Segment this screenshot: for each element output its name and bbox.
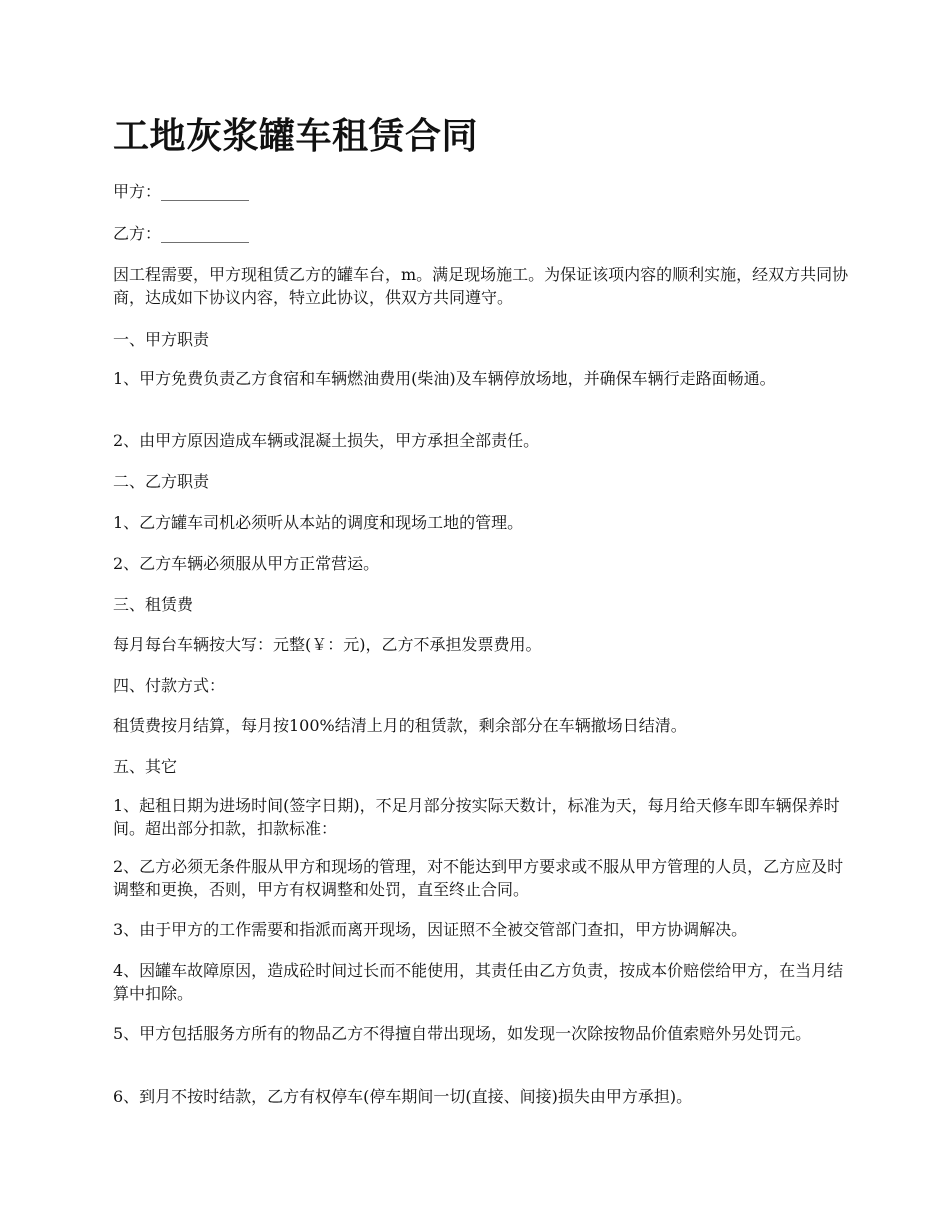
party-a-line: 甲方：___________ [113, 182, 250, 201]
rental-fee-text: 每月每台车辆按大写：元整(￥：元)，乙方不承担发票费用。 [113, 635, 542, 654]
clause-a-1: 1、甲方免费负责乙方食宿和车辆燃油费用(柴油)及车辆停放场地，并确保车辆行走路面畅通。 [113, 369, 776, 388]
clause-other-5: 5、甲方包括服务方所有的物品乙方不得擅自带出现场，如发现一次除按物品价值索赔外另处罚元。 [113, 1024, 812, 1043]
clause-b-1: 1、乙方罐车司机必须听从本站的调度和现场工地的管理。 [113, 513, 524, 532]
clause-b-2: 2、乙方车辆必须服从甲方正常营运。 [113, 554, 380, 573]
section-heading-other: 五、其它 [113, 757, 178, 776]
clause-other-2: 2、乙方必须无条件服从甲方和现场的管理，对不能达到甲方要求或不服从甲方管理的人员，乙方应及时调整和更换，否则，甲方有权调整和处罚，直至终止合同。 [113, 857, 844, 899]
clause-other-3: 3、由于甲方的工作需要和指派而离开现场，因证照不全被交管部门查扣，甲方协调解决。 [113, 920, 748, 939]
clause-other-4: 4、因罐车故障原因，造成砼时间过长而不能使用，其责任由乙方负责，按成本价赔偿给甲方，在当月结算中扣除。 [113, 961, 844, 1003]
clause-a-2: 2、由甲方原因造成车辆或混凝土损失，甲方承担全部责任。 [113, 431, 540, 450]
clause-other-6: 6、到月不按时结款，乙方有权停车(停车期间一切(直接、间接)损失由甲方承担)。 [113, 1087, 693, 1106]
party-b-line: 乙方：___________ [113, 224, 250, 243]
section-heading-payment: 四、付款方式： [113, 676, 226, 695]
intro-paragraph: 因工程需要，甲方现租赁乙方的罐车台，m。满足现场施工。为保证该项内容的顺利实施，经双方共同协商，达成如下协议内容，特立此协议，供双方共同遵守。 [113, 265, 849, 307]
section-heading-rental-fee: 三、租赁费 [113, 595, 194, 614]
section-heading-party-b-duties: 二、乙方职责 [113, 472, 210, 491]
section-heading-party-a-duties: 一、甲方职责 [113, 330, 210, 349]
document-title: 工地灰浆罐车租赁合同 [113, 115, 479, 157]
clause-other-1: 1、起租日期为进场时间(签字日期)，不足月部分按实际天数计，标准为天，每月给天修车即车辆保养时间。超出部分扣款，扣款标准： [113, 796, 840, 838]
payment-text: 租赁费按月结算，每月按100%结清上月的租赁款，剩余部分在车辆撤场日结清。 [113, 716, 687, 735]
